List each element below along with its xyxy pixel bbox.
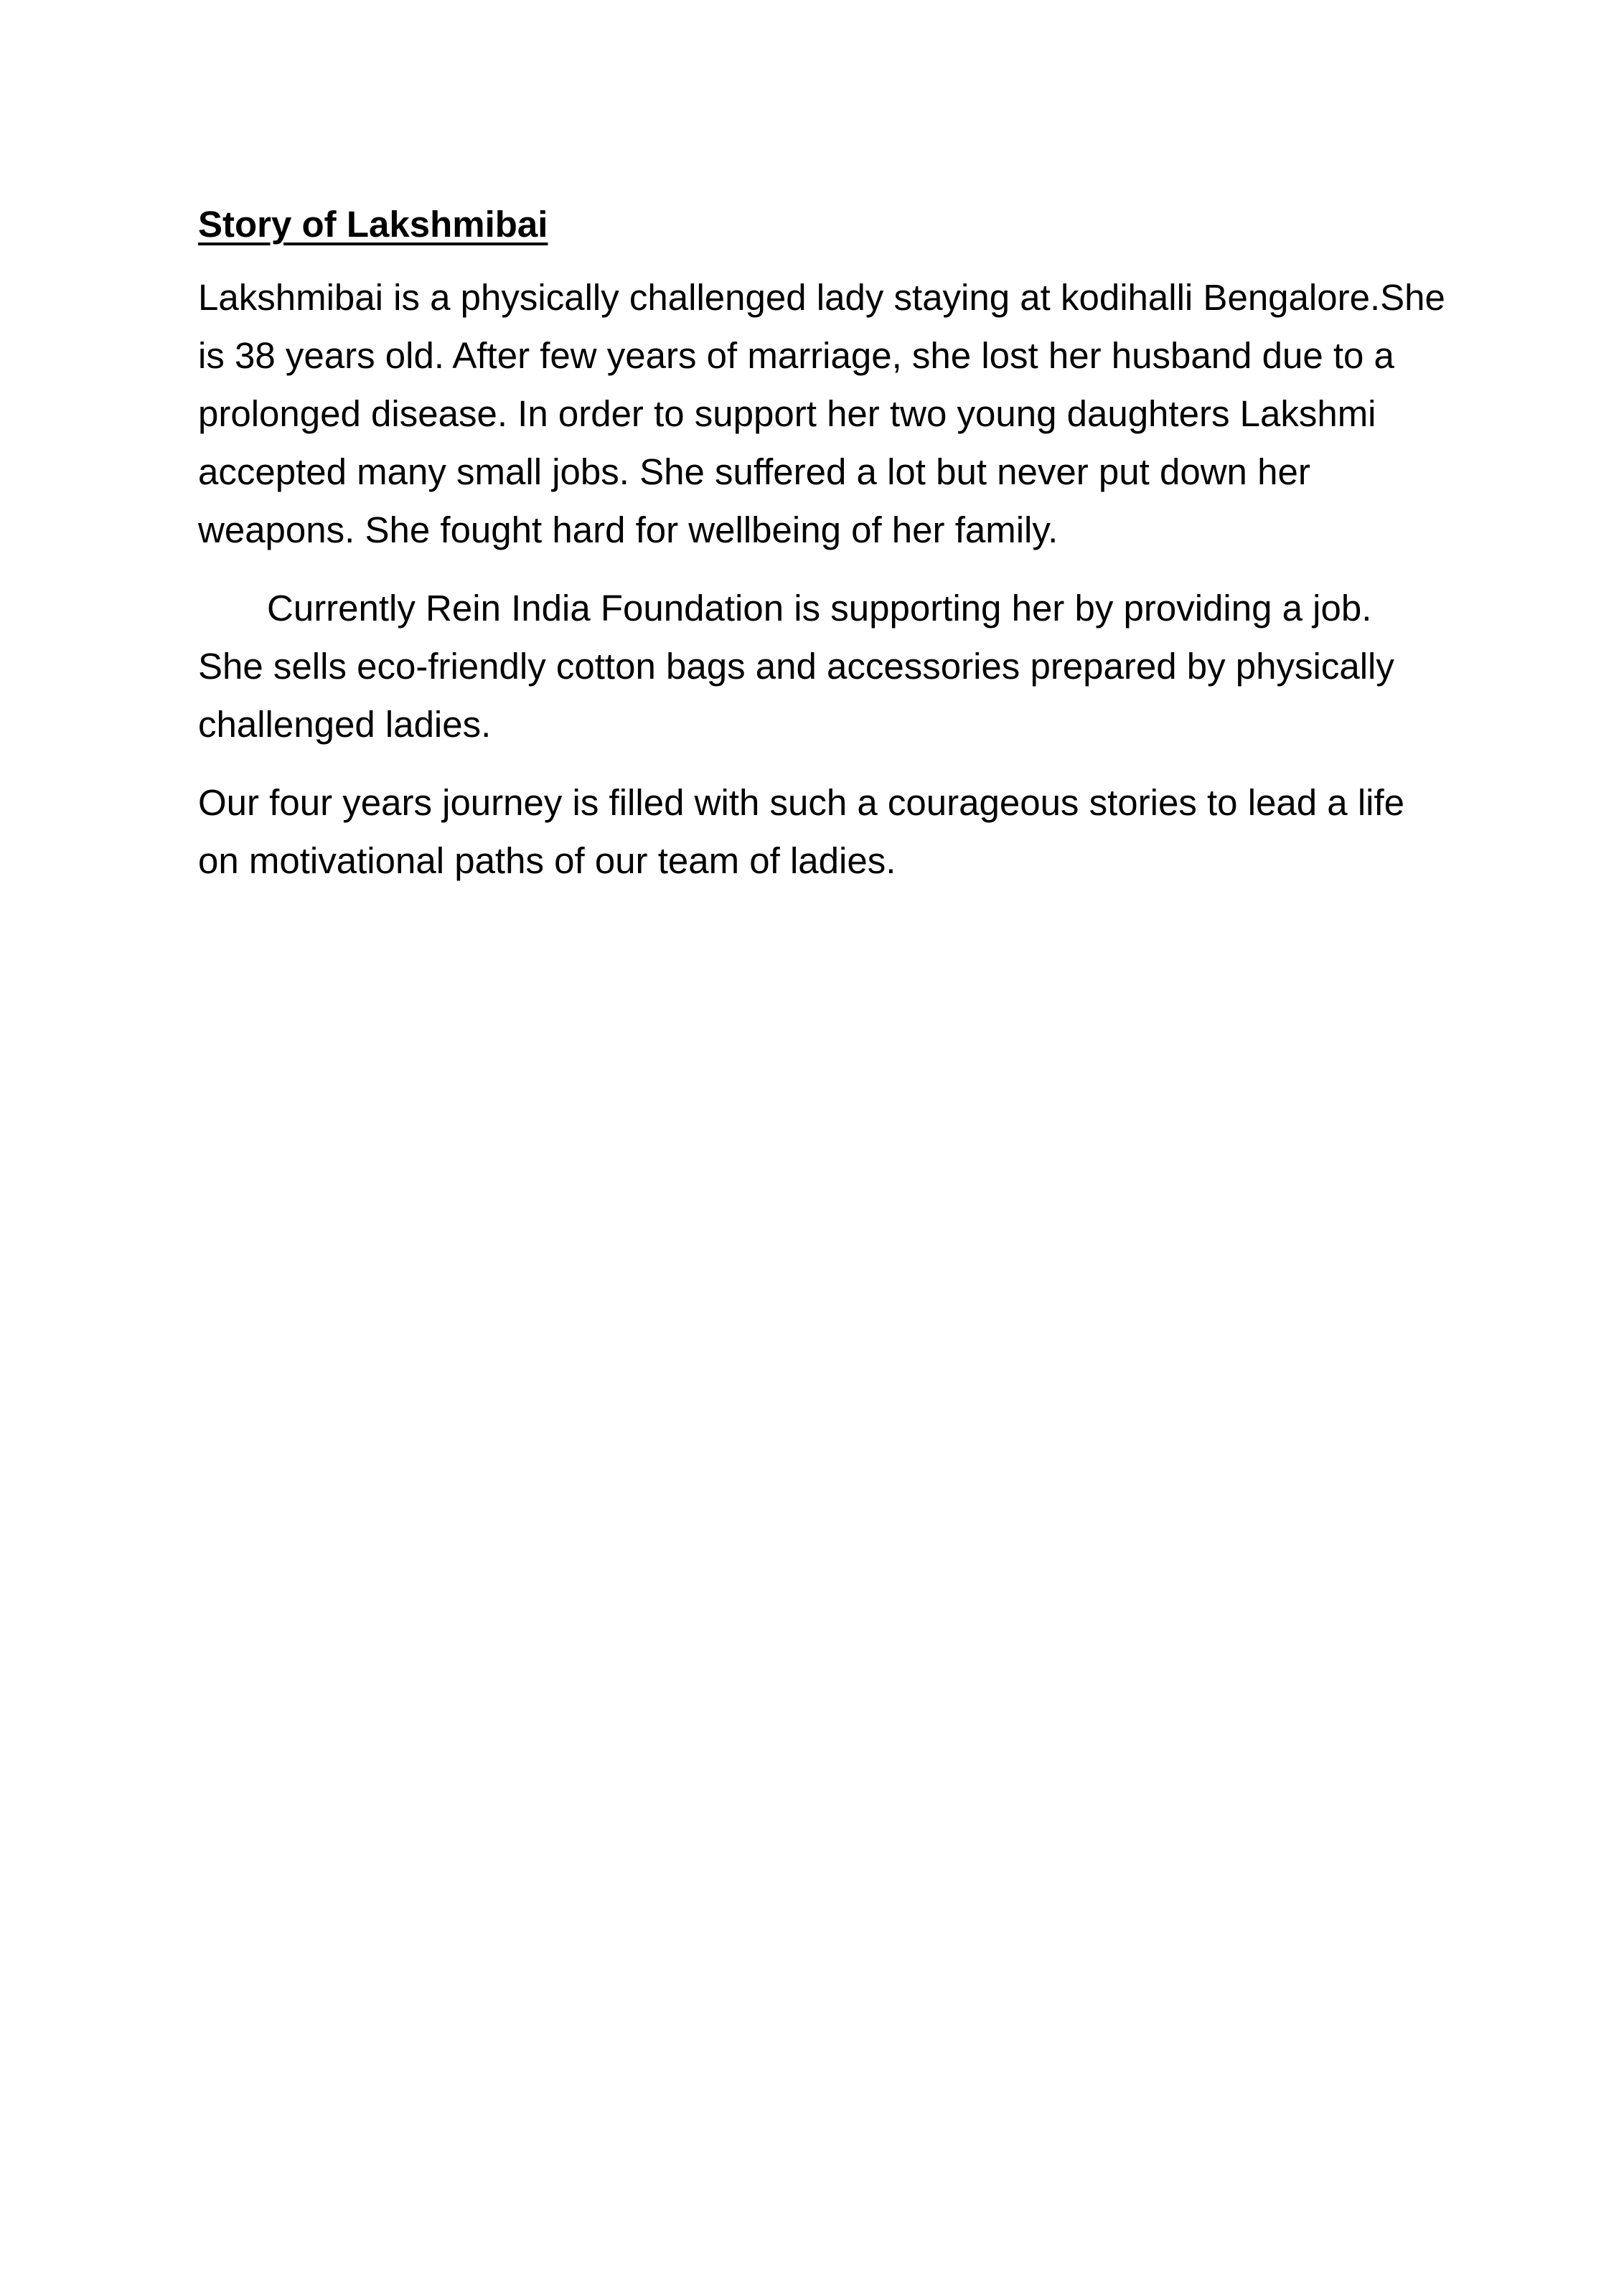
paragraph-intro: Lakshmibai is a physically challenged lady staying at kodihalli Bengalore.She is 38 years old. After few years of marriage, she lost her husband due to a prolonged disease. In order to support her two young daughters Lakshmi accepted many small jobs. She suffered a lot but never put down her weapons. She fought hard for wellbeing of her family. <box>198 277 1445 550</box>
paragraph-journey: Our four years journey is filled with such a courageous stories to lead a life on motivational paths of our team of ladies. <box>198 782 1405 881</box>
document-body <box>198 199 1447 910</box>
paragraph-support: Currently Rein India Foundation is supporting her by providing a job. She sells eco-friendly cotton bags and accessories prepared by physically challenged ladies. <box>198 588 1394 745</box>
document-title: Story of Lakshmibai <box>198 204 548 245</box>
